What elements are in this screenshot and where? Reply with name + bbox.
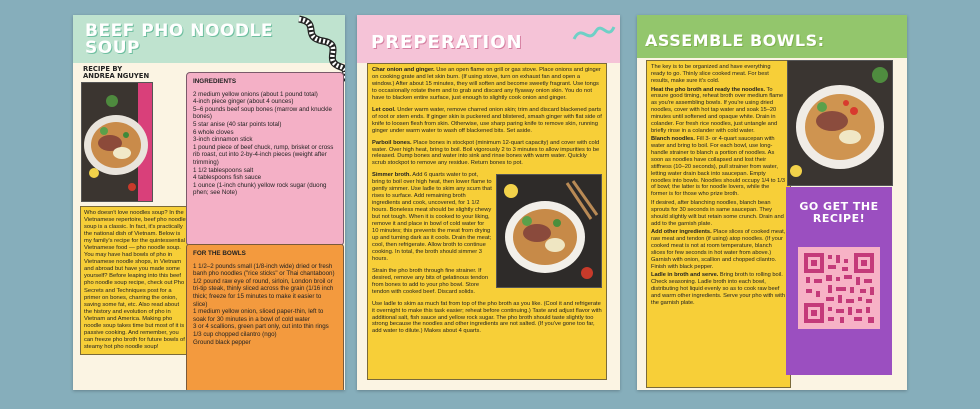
step-lead: Ladle in broth and serve. — [651, 272, 719, 279]
list-item: 2 medium yellow onions (about 1 pound total) — [193, 90, 318, 98]
list-item: 1 medium yellow onion, sliced paper-thin, left to soak for 30 minutes in a bowl of cold water — [193, 308, 324, 323]
page-title: BEEF PHO NOODLE SOUP — [85, 21, 273, 58]
page-title: ASSEMBLE BOWLS: — [645, 31, 825, 50]
bowls-box — [186, 244, 344, 390]
step-text: Place bones in stockpot (minimum 12-quart capacity) and cover with cold water. Over high heat, bring to boil. Boil vigorously 2 to 3 minutes to allow impurities to be released. Dump bones and water into sink and rinse bones with warm water. Quickly scrub stockpot to remove any residue. Return bones to pot. — [372, 139, 600, 167]
intro-text-box — [80, 206, 192, 355]
step-text: Strain the pho broth through fine strainer. If desired, remove any bits of gelatinous tendon from bones to add to your pho bowl. Store tendon with cooked beef. Discard solids. — [372, 267, 489, 295]
list-item: 1/2 pound raw eye of round, sirloin, London broil or tri-tip steak, thinly sliced across the grain (1/16 inch thick; freeze for 15 minutes to make it easier to slice) — [193, 277, 334, 308]
step-lead: Simmer broth. — [372, 172, 411, 179]
step-paragraph — [372, 301, 602, 336]
list-item: 3-inch cinnamon stick — [193, 136, 253, 144]
recipe-cta-label: GO GET THE RECIPE! — [799, 200, 879, 225]
pho-bowl-photo — [787, 60, 893, 186]
step-paragraph — [651, 229, 786, 270]
list-item: Ground black pepper — [193, 338, 251, 346]
author-credit: RECIPE BY ANDREA NGUYEN — [83, 65, 150, 80]
ingredients-box — [186, 72, 344, 246]
assemble-text-box — [646, 60, 791, 388]
step-text: Fill 3- or 4-quart saucepan with water and bring to boil. For each bowl, use long-handle strainer to blanch a portion of noodles. As soon as noodles have collapsed and lost their stiffness (10–20 seconds), pull strainer from water, letting water drain back into saucepan. Empty noodles into bowls. Noodles should occupy 1/4 to 1/3 of bowl; the latter is for noodle lovers, while the former is for those who prize broth. — [651, 136, 786, 198]
step-paragraph — [372, 67, 602, 102]
step-lead: Heat the pho broth and ready the noodles. — [651, 86, 766, 93]
qr-code[interactable] — [798, 247, 880, 329]
page-2 — [357, 15, 620, 390]
list-item: 1 1/2 tablespoons salt — [193, 166, 254, 174]
list-item: 5 star anise (40 star points total) — [193, 120, 282, 128]
step-text: Add 6 quarts water to pot, bring to boil over high heat, then lower flame to gently simmer. Use ladle to skim any scum that rises to surface. Add remaining broth ingredients and cook, uncovered, for 1 1/2 hours. Boneless meat should be slightly chewy but not tough. When it is cooked to your liking, remove it and place in bowl of cold water for 10 minutes; this prevents the meat from drying up and turning dark as it cools. Drain the meat; cool, then refrigerate. Allow broth to continue cooking. In total, the broth should simmer 3 hours. — [372, 172, 492, 262]
step-paragraph — [651, 87, 786, 135]
page-1 — [73, 15, 345, 390]
list-item: 6 whole cloves — [193, 128, 234, 136]
list-item: 5–6 pounds beef soup bones (marrow and knuckle bones) — [193, 105, 332, 121]
step-lead: Char onion and ginger. — [372, 67, 435, 73]
step-lead: Add other ingredients. — [651, 229, 712, 236]
step-paragraph — [372, 140, 602, 168]
step-text: Bring broth to rolling boil. Check seasoning. Ladle broth into each bowl, distributing hot liquid evenly so as to cook raw beef and warm other ingredients. Serve your pho with with the garnish plate. — [651, 272, 786, 306]
step-text: To ensure good timing, reheat broth over medium flame as you're assembling bowls. If you're using dried noodles, cover with hot tap water and soak 15–20 minutes until softened and opaque white. Drain in colander. For fresh rice noodles, just untangle and briefly rinse in a colander with cold water. — [651, 86, 784, 134]
page-title: PREPERATION — [371, 32, 523, 53]
step-paragraph — [372, 107, 602, 135]
bowls-heading: FOR THE BOWLS — [193, 250, 246, 257]
page-3 — [637, 15, 907, 390]
list-item: 4 tablespoons fish sauce — [193, 174, 262, 182]
step-lead: Let cool. — [372, 106, 396, 113]
step-text: Place slices of cooked meat, raw meat and tendon (if using) atop noodles. (If your cooked meat is not at room temperature, blanch slices for few seconds in hot water from above.) Garnish with onion, scallion and chopped cilantro. Finish with black pepper. — [651, 229, 786, 270]
step-text: If desired, after blanching noodles, blanch bean sprouts for 30 seconds in same saucepan. They should slightly wilt but retain some crunch. Drain and add to the garnish plate. — [651, 200, 784, 227]
step-text: Use ladle to skim as much fat from top of the pho broth as you like. (Cool it and refrigerate it overnight to make this task easier; reheat before continuing.) Taste and adjust flavor with additional salt, fish sauce and yellow rock sugar. The pho broth should taste slightly too strong because the noodles and other ingredients are not salted. (If you've gone too far, add water to dilute.) Makes about 4 quarts. — [372, 300, 602, 335]
squiggle-decoration — [572, 19, 616, 47]
step-paragraph — [651, 200, 786, 227]
preparation-text-box — [367, 63, 607, 380]
ingredients-heading: INGREDIENTS — [193, 78, 237, 85]
list-item: 1/3 cup chopped cilantro (ngo) — [193, 330, 277, 338]
list-item: 1 pound piece of beef chuck, rump, brisket or cross rib roast, cut into 2-by-4-inch pieces (weight after trimming) — [193, 143, 334, 166]
recipe-cta-panel — [786, 187, 892, 375]
intro-text: Who doesn't love noodles soup? In the Vietnamese repertoire, beef pho noodle soup is a classic. In fact, it's practically the national dish of Vietnam. Below is my family's recipe for the quintessential Vietnamese food — pho noodle soup. You may have had bowls of pho in Vietnamese noodle shops, in Vietnam and abroad but have you made some yourself? Before leaping into this beef pho noodle soup recipe, check out Pho Secrets and Techniques post for a primer on bones, charring the onion, saving some fat, etc. Also read about the history and evolution of pho in Vietnam and America. Making pho noodle soup takes time but most of it is passive cooking. And remember, you can freeze pho broth for future bowls of steamy hot pho noodle soup! — [84, 210, 186, 350]
step-lead: Blanch noodles. — [651, 136, 695, 143]
step-text: Use an open flame on grill or gas stove. Place onions and ginger on cooking grate and let skin burn. (If using stove, turn on exhaust fan and open a window.) After about 15 minutes, they will soften and become sweetly fragrant. Use tongs to occasionally rotate them and to grab and discard any flyaway onion skin. You do not have to blacken entire surface, just enough to slightly cook onion and ginger. — [372, 67, 601, 101]
ingredients-list — [193, 91, 337, 197]
list-item: 3 or 4 scallions, green part only, cut into thin rings — [193, 323, 329, 331]
list-item: 1 1/2–2 pounds small (1/8-inch wide) dried or fresh banh pho noodles ("rice sticks" or Thai chantaboon) — [193, 262, 335, 278]
list-item: 4-inch piece ginger (about 4 ounces) — [193, 98, 294, 106]
list-item: 1 ounce (1-inch chunk) yellow rock sugar (duong phen; see Note) — [193, 181, 327, 197]
qr-code-icon — [798, 247, 880, 329]
step-lead: Parboil bones. — [372, 139, 412, 146]
pho-bowl-photo — [496, 174, 602, 288]
step-text: Under warm water, remove charred onion skin; trim and discard blackened parts of root or stem ends. If ginger skin is puckered and blistered, smash ginger with flat side of knife to loosen flesh from skin. Otherwise, use sharp paring knife to remove skin, running ginger under warm water to wash off blackened bits. Set aside. — [372, 106, 602, 134]
bowls-list — [193, 263, 337, 347]
pho-bowl-photo — [81, 82, 153, 202]
step-paragraph — [651, 136, 786, 198]
step-paragraph — [651, 272, 786, 306]
intro-paragraph: The key is to be organized and have everything ready to go. Thinly slice cooked meat. For best results, make sure it's cold. — [651, 64, 771, 84]
